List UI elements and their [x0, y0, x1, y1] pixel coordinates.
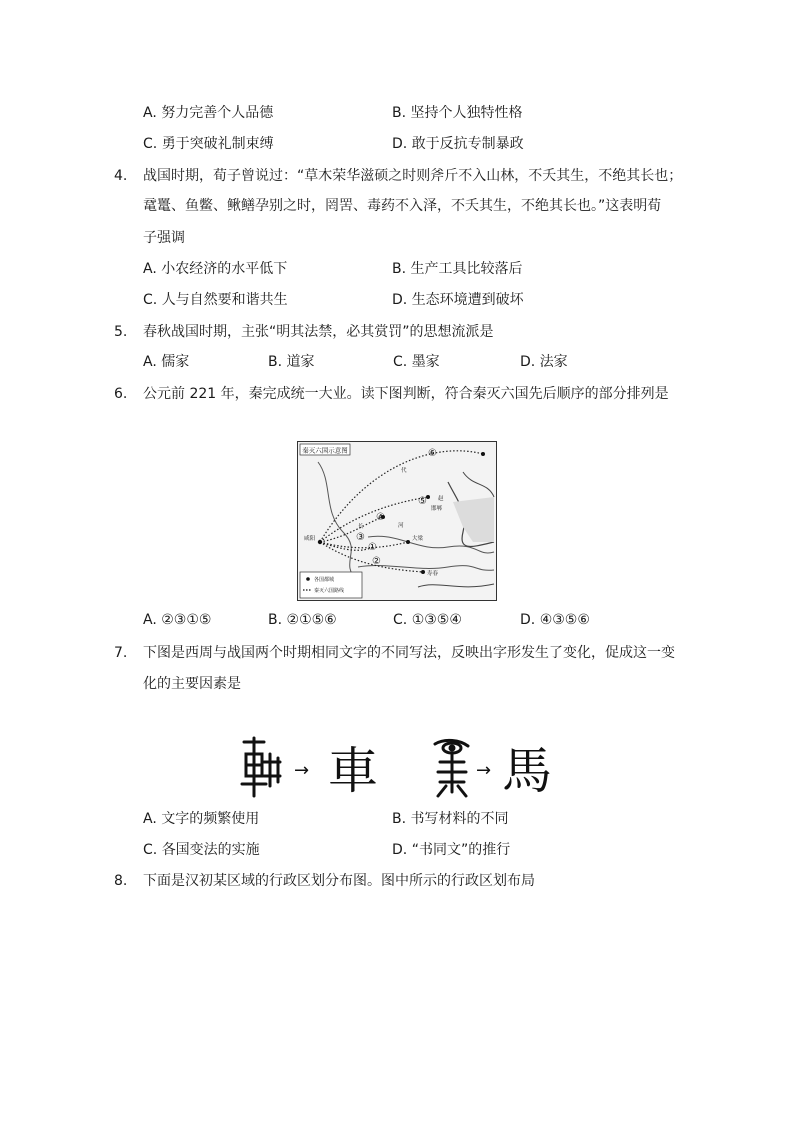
q5-option-c-text: 墨家: [411, 354, 440, 370]
q4-option-c[interactable]: [143, 291, 288, 309]
script-evolution-figure: [240, 736, 560, 800]
q4-option-d-text: 生态环境遭到破坏: [411, 292, 524, 308]
q6-option-a-letter: A.: [143, 612, 157, 628]
q3-option-a-letter: A.: [143, 105, 157, 121]
map-legend-route: 秦灭六国路线: [314, 588, 345, 594]
q7-option-d-letter: D.: [392, 842, 408, 858]
map-label-xianyang: 咸阳: [304, 536, 316, 542]
q8-stem: 下面是汉初某区域的行政区划分布图。图中所示的行政区划布局: [143, 873, 535, 889]
map-marker-6: ⑥: [428, 448, 437, 459]
q3-option-c-text: 勇于突破礼制束缚: [161, 136, 274, 152]
q6-option-d-letter: D.: [520, 612, 536, 628]
q7-option-b-letter: B.: [392, 811, 407, 827]
q4-option-b[interactable]: [392, 260, 523, 278]
q4-option-d-letter: D.: [392, 292, 408, 308]
q7-option-c-letter: C.: [143, 842, 158, 858]
q5-option-d-letter: D.: [520, 354, 536, 370]
map-title: 秦灭六国示意图: [302, 446, 348, 455]
q4-option-b-letter: B.: [392, 261, 407, 277]
q8-number: 8.: [114, 873, 128, 889]
map-label-dai: 代: [401, 468, 407, 474]
q7-option-d[interactable]: [392, 841, 510, 859]
map-label-chang: 长: [358, 524, 364, 530]
q3-option-d-letter: D.: [392, 136, 408, 152]
q4-stem-line-1: 战国时期，荀子曾说过：“草木荣华滋硕之时则斧斤不入山林，不夭其生，不绝其长也；: [143, 168, 683, 184]
q6-stem: 公元前 221 年，秦完成统一大业。读下图判断，符合秦灭六国先后顺序的部分排列是: [143, 386, 669, 402]
q3-option-c-letter: C.: [143, 136, 158, 152]
q4-option-a-letter: A.: [143, 261, 157, 277]
q6-option-b[interactable]: [268, 611, 337, 629]
map-legend-capital: 各国都城: [314, 577, 335, 583]
map-label-handan: 邯郸: [431, 506, 443, 512]
q5-option-c-letter: C.: [393, 354, 408, 370]
arrow-1: →: [294, 760, 310, 781]
q4-option-a-text: 小农经济的水平低下: [161, 261, 288, 277]
q5-option-d-text: 法家: [539, 354, 568, 370]
q5-option-a-text: 儒家: [161, 354, 190, 370]
q4-option-c-text: 人与自然要和谐共生: [161, 292, 288, 308]
q6-option-c-letter: C.: [393, 612, 408, 628]
q6-option-a-text: ②③①⑤: [161, 612, 212, 628]
map-marker-2: ②: [372, 556, 381, 567]
q5-option-a[interactable]: [143, 353, 189, 371]
q6-option-c[interactable]: [393, 611, 462, 629]
q3-option-b-text: 坚持个人独特性格: [410, 105, 523, 121]
q7-option-b[interactable]: [392, 810, 509, 828]
q4-option-b-text: 生产工具比较落后: [410, 261, 523, 277]
q3-option-d-text: 敢于反抗专制暴政: [411, 136, 524, 152]
q4-option-a[interactable]: [143, 260, 287, 278]
q3-option-c[interactable]: [143, 135, 274, 153]
q4-option-d[interactable]: [392, 291, 524, 309]
q3-option-a-text: 努力完善个人品德: [161, 105, 274, 121]
q6-option-a[interactable]: [143, 611, 211, 629]
q5-stem: 春秋战国时期，主张“明其法禁，必其赏罚”的思想流派是: [143, 324, 494, 340]
q6-number: 6.: [114, 386, 128, 402]
q5-option-b-text: 道家: [286, 354, 315, 370]
q4-stem-line-2: 鼋鼍、鱼鳖、鳅鳝孕别之时，罔罟、毒药不入泽，不夭其生，不绝其长也。”这表明荀: [143, 198, 662, 214]
qin-unification-map: [297, 441, 497, 601]
map-marker-1: ①: [368, 542, 377, 553]
q3-option-b-letter: B.: [392, 105, 407, 121]
q4-stem-line-3: 子强调: [143, 230, 185, 246]
map-label-daliang: 大梁: [412, 536, 424, 542]
map-label-shouchun: 寿春: [427, 571, 439, 577]
q3-option-d[interactable]: [392, 135, 524, 153]
q6-option-c-text: ①③⑤④: [411, 612, 462, 628]
q7-option-c[interactable]: [143, 841, 260, 859]
q7-option-a-text: 文字的频繁使用: [161, 811, 260, 827]
q5-option-d[interactable]: [520, 353, 568, 371]
map-marker-4: ④: [376, 512, 385, 523]
q7-stem-line-1: 下图是西周与战国两个时期相同文字的不同写法，反映出字形发生了变化，促成这一变: [143, 645, 675, 661]
q6-option-d-text: ④③⑤⑥: [539, 612, 590, 628]
q5-number: 5.: [114, 324, 128, 340]
q4-number: 4.: [114, 168, 128, 184]
q5-option-b[interactable]: [268, 353, 315, 371]
q7-option-d-text: “书同文”的推行: [411, 842, 511, 858]
q6-option-b-letter: B.: [268, 612, 283, 628]
ma-glyph-warring-states: 馬: [502, 742, 552, 800]
map-label-he: 河: [398, 523, 404, 529]
map-marker-5: ⑤: [418, 496, 427, 507]
q3-option-a[interactable]: [143, 104, 273, 122]
q3-option-b[interactable]: [392, 104, 523, 122]
map-marker-3: ③: [356, 532, 365, 543]
ancient-che-glyph: [242, 738, 280, 796]
q4-option-c-letter: C.: [143, 292, 158, 308]
che-glyph-warring-states: 車: [328, 742, 378, 800]
q7-number: 7.: [114, 645, 128, 661]
map-label-zhao: 赵: [438, 496, 444, 502]
q7-option-a-letter: A.: [143, 811, 157, 827]
ancient-ma-glyph: [435, 740, 468, 796]
q7-option-a[interactable]: [143, 810, 259, 828]
q5-option-c[interactable]: [393, 353, 440, 371]
q5-option-b-letter: B.: [268, 354, 283, 370]
q7-stem-line-2: 化的主要因素是: [143, 676, 241, 692]
q6-option-b-text: ②①⑤⑥: [286, 612, 337, 628]
q6-option-d[interactable]: [520, 611, 590, 629]
q7-option-c-text: 各国变法的实施: [161, 842, 260, 858]
arrow-2: →: [476, 760, 492, 781]
q7-option-b-text: 书写材料的不同: [410, 811, 509, 827]
q5-option-a-letter: A.: [143, 354, 157, 370]
